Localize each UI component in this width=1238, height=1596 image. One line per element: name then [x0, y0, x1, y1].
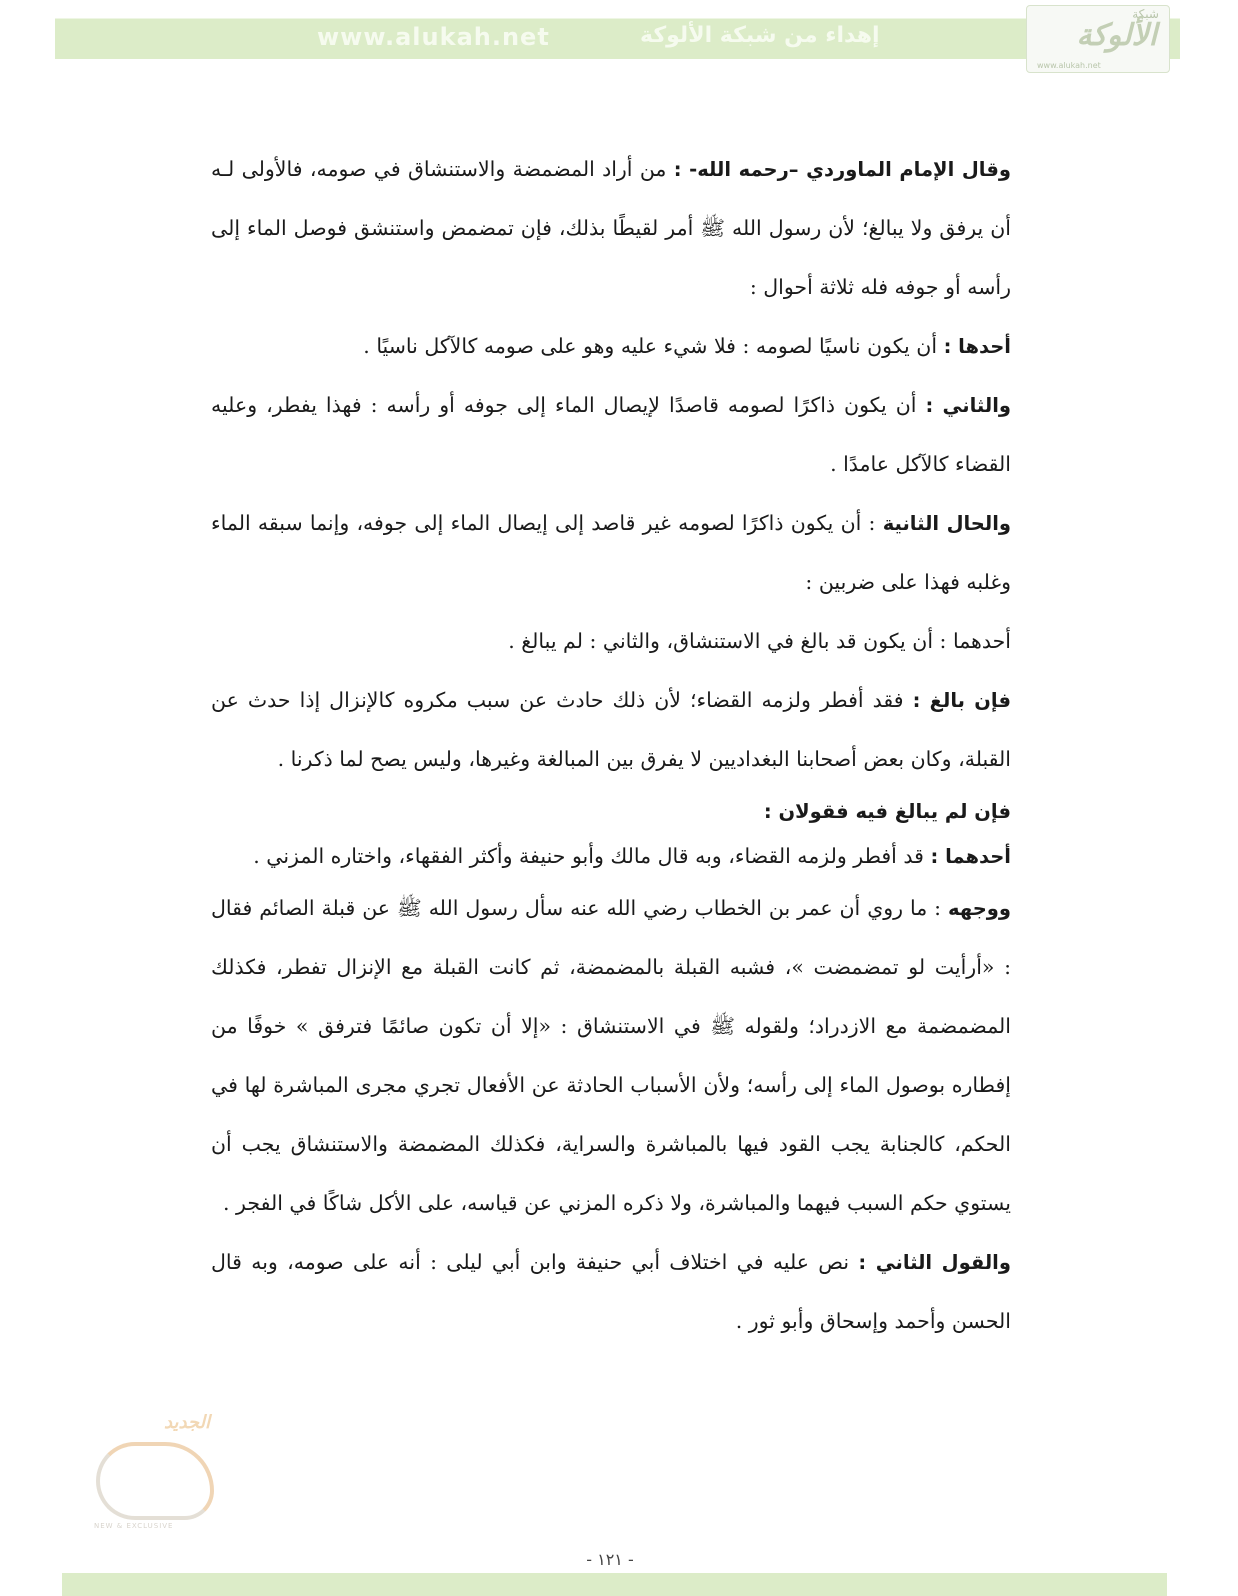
paragraph-text: : ما روي أن عمر بن الخطاب رضي الله عنه سأل رسول الله ﷺ عن قبلة الصائم فقال : «أرأيت لو تمضمضت »، فشبه القبلة بالمضمضة، ثم كانت القبلة مع الإنزال تفطر، فكذلك المضمضمة مع الازدراد؛ ولقوله ﷺ في الاستنشاق : «إلا أن تكون صائمًا فترفق » خوفًا من إفطاره بوصول الماء إلى رأسه؛ ولأن الأسباب الحادثة عن الأفعال تجري مجرى المباشرة لها في الحكم، كالجنابة يجب القود فيها بالمباشرة والسراية، فكذلك المضمضة والاستنشاق يجب أن يستوي حكم السبب فيهما والمباشرة، ولا ذكره المزني عن قياسه، على الأكل شاكًا في الفجر . — [211, 896, 1011, 1215]
paragraph-text: : أن يكون ذاكرًا لصومه غير قاصد إلى إيصال الماء إلى جوفه، وإنما سبقه الماء وغلبه فهذا على ضربين : — [211, 511, 1011, 594]
paragraph — [211, 1233, 1011, 1351]
document-body — [211, 140, 1011, 1351]
paragraph-lead: فإن بالغ : — [912, 689, 1011, 712]
paragraph-text: قد أفطر ولزمه القضاء، وبه قال مالك وأبو حنيفة وأكثر الفقهاء، واختاره المزني . — [253, 844, 931, 868]
logo-top-text: شبكة — [1132, 7, 1159, 21]
site-url[interactable]: www.alukah.net — [317, 23, 550, 51]
paragraph-text: أن يكون ناسيًا لصومه : فلا شيء عليه وهو على صومه كالآكل ناسيًا . — [363, 334, 944, 358]
paragraph-text: أحدهما : أن يكون قد بالغ في الاستنشاق، والثاني : لم يبالغ . — [508, 629, 1011, 653]
paragraph — [211, 612, 1011, 671]
paragraph-text: أن يكون ذاكرًا لصومه قاصدًا لإيصال الماء إلى جوفه أو رأسه : فهذا يفطر، وعليه القضاء كالآكل عامدًا . — [211, 393, 1011, 476]
paragraph — [211, 879, 1011, 1233]
paragraph — [211, 494, 1011, 612]
stamp-top-text: الجديد — [163, 1412, 210, 1433]
paragraph — [211, 834, 1011, 879]
watermark-stamp — [78, 1402, 216, 1534]
paragraph-lead: ووجهه — [948, 897, 1011, 920]
paragraph-lead: أحدها : — [943, 335, 1011, 358]
paragraph-lead: وقال الإمام الماوردي –رحمه الله- : — [673, 158, 1011, 181]
paragraph — [211, 317, 1011, 376]
paragraph-lead: والثاني : — [925, 394, 1011, 417]
site-logo[interactable] — [1026, 5, 1170, 73]
stamp-emblem-icon — [96, 1442, 214, 1520]
paragraph-lead: أحدهما : — [930, 845, 1011, 868]
paragraph-text: من أراد المضمضة والاستنشاق في صومه، فالأولى لـه أن يرفق ولا يبالغ؛ لأن رسول الله ﷺ أمر لقيطًا بذلك، فإن تمضمض واستنشق فوصل الماء إلى رأسه أو جوفه فله ثلاثة أحوال : — [211, 157, 1011, 299]
paragraph — [211, 671, 1011, 789]
header-banner — [55, 7, 1180, 70]
paragraph-text: نص عليه في اختلاف أبي حنيفة وابن أبي ليلى : أنه على صومه، وبه قال الحسن وأحمد وإسحاق وأبو ثور . — [211, 1250, 1011, 1333]
page-number: - ١٢١ - — [586, 1550, 634, 1569]
paragraph-text: فقد أفطر ولزمه القضاء؛ لأن ذلك حادث عن سبب مكروه كالإنزال إذا حدث عن القبلة، وكان بعض أصحابنا البغداديين لا يفرق بين المبالغة وغيرها، وليس يصح لما ذكرنا . — [211, 688, 1011, 771]
paragraph-lead: فإن لم يبالغ فيه فقولان : — [763, 800, 1011, 823]
paragraph — [211, 140, 1011, 317]
paragraph — [211, 376, 1011, 494]
footer-bar — [62, 1573, 1167, 1596]
gift-text: إهداء من شبكة الألوكة — [640, 23, 880, 48]
paragraph-lead: والقول الثاني : — [858, 1251, 1011, 1274]
logo-main-text: الألوكة — [1076, 18, 1157, 53]
stamp-label: NEW & EXCLUSIVE — [94, 1522, 174, 1530]
paragraph-lead: والحال الثانية — [882, 512, 1011, 535]
logo-url-text: www.alukah.net — [1037, 61, 1101, 70]
section-heading — [211, 789, 1011, 834]
